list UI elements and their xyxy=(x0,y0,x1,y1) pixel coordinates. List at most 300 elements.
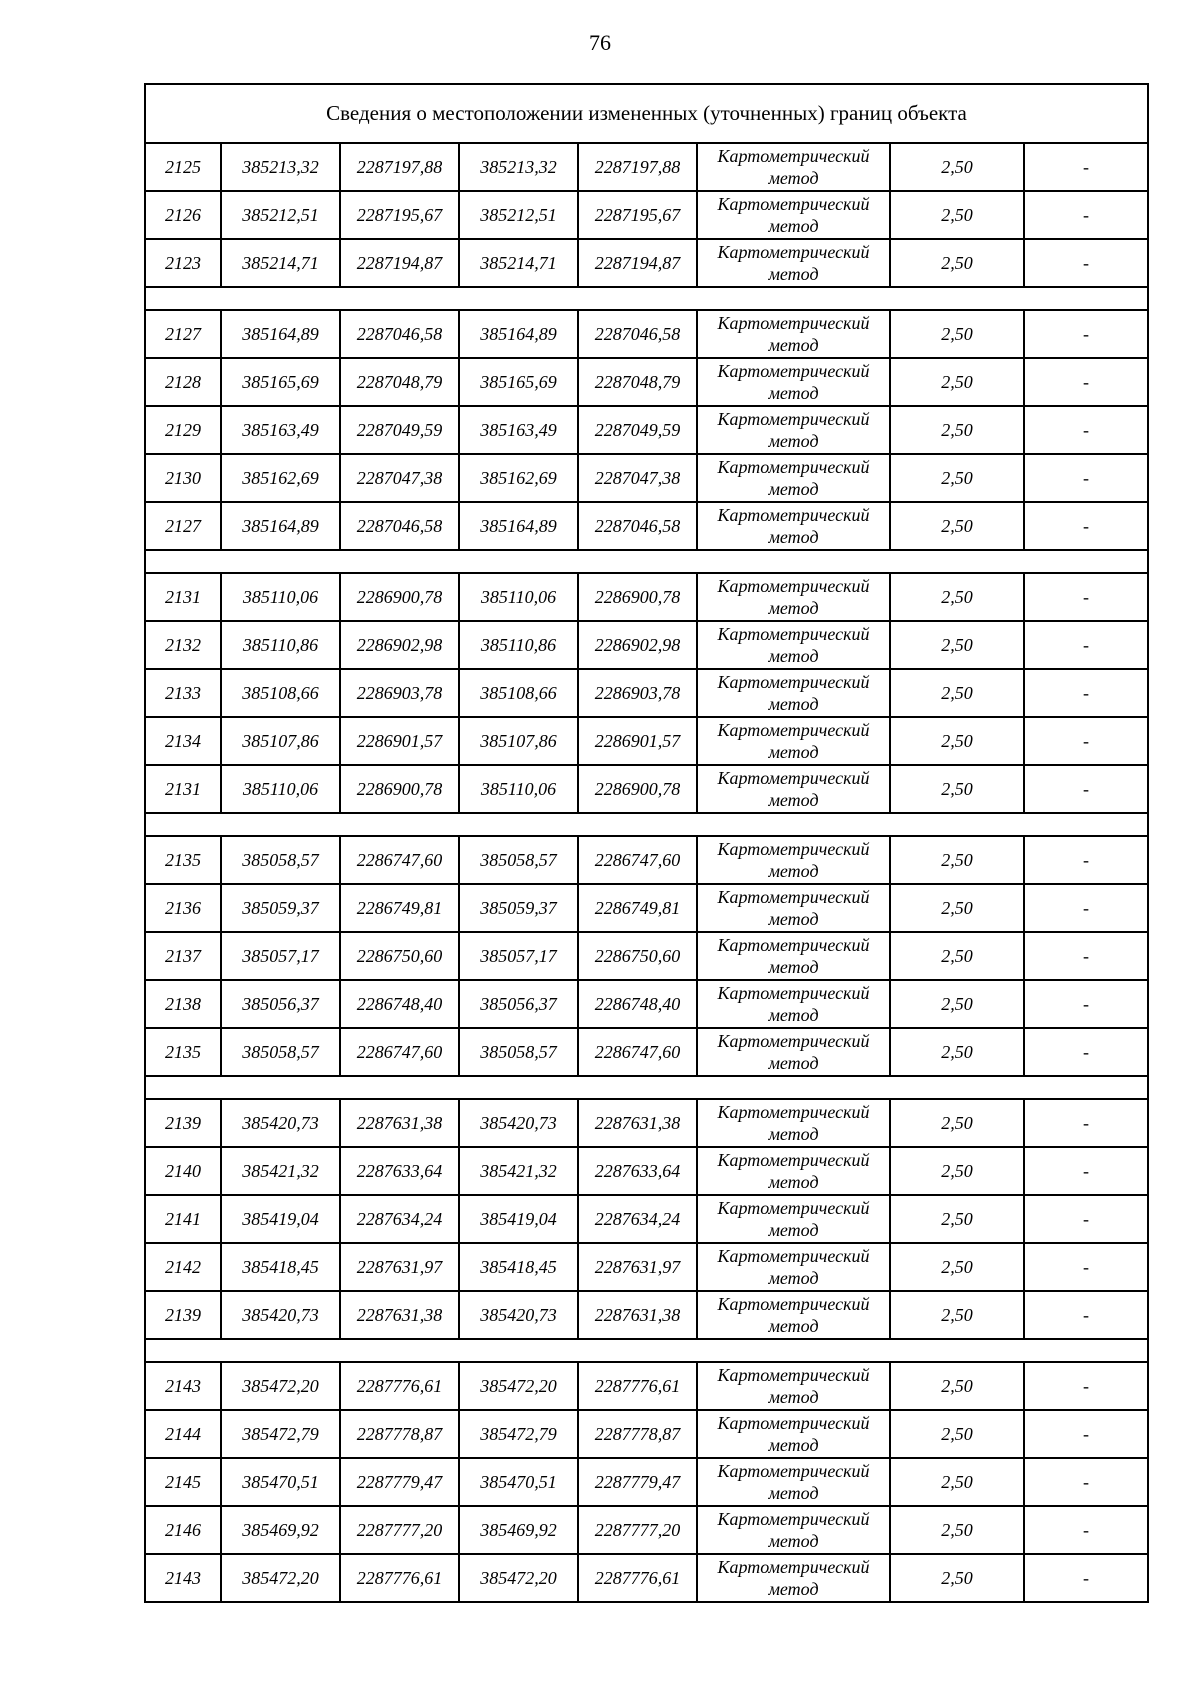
accuracy-cell: 2,50 xyxy=(890,1554,1024,1602)
y-new-cell: 2286901,57 xyxy=(578,717,697,765)
x-old-cell: 385107,86 xyxy=(221,717,340,765)
point-number-cell: 2133 xyxy=(145,669,221,717)
note-cell: - xyxy=(1024,239,1148,287)
y-new-cell: 2286900,78 xyxy=(578,573,697,621)
method-cell xyxy=(697,717,890,765)
y-old-cell: 2286902,98 xyxy=(340,621,459,669)
x-new-cell: 385472,20 xyxy=(459,1362,578,1410)
method-cell xyxy=(697,1099,890,1147)
accuracy-cell: 2,50 xyxy=(890,1243,1024,1291)
table-row xyxy=(145,573,1148,621)
group-separator-row xyxy=(145,1339,1148,1362)
x-old-cell: 385110,86 xyxy=(221,621,340,669)
table-row xyxy=(145,932,1148,980)
method-line-1: Картометрический xyxy=(717,1461,870,1481)
y-old-cell: 2286901,57 xyxy=(340,717,459,765)
point-number-cell: 2126 xyxy=(145,191,221,239)
point-number-cell: 2131 xyxy=(145,573,221,621)
x-old-cell: 385472,20 xyxy=(221,1362,340,1410)
method-line-1: Картометрический xyxy=(717,768,870,788)
page-number: 76 xyxy=(589,30,611,55)
point-number-cell: 2145 xyxy=(145,1458,221,1506)
method-cell xyxy=(697,406,890,454)
point-number-cell: 2140 xyxy=(145,1147,221,1195)
table-row xyxy=(145,980,1148,1028)
method-cell xyxy=(697,143,890,191)
method-cell xyxy=(697,932,890,980)
method-line-1: Картометрический xyxy=(717,194,870,214)
table-row xyxy=(145,1243,1148,1291)
method-cell xyxy=(697,1554,890,1602)
method-line-2: метод xyxy=(768,909,819,929)
method-line-1: Картометрический xyxy=(717,839,870,859)
x-old-cell: 385164,89 xyxy=(221,310,340,358)
y-old-cell: 2287631,38 xyxy=(340,1291,459,1339)
point-number-cell: 2146 xyxy=(145,1506,221,1554)
y-new-cell: 2287778,87 xyxy=(578,1410,697,1458)
method-line-2: метод xyxy=(768,168,819,188)
point-number-cell: 2136 xyxy=(145,884,221,932)
table-title-row xyxy=(145,84,1148,143)
method-cell xyxy=(697,1362,890,1410)
table-row xyxy=(145,454,1148,502)
note-cell: - xyxy=(1024,1362,1148,1410)
x-new-cell: 385059,37 xyxy=(459,884,578,932)
point-number-cell: 2142 xyxy=(145,1243,221,1291)
accuracy-cell: 2,50 xyxy=(890,1099,1024,1147)
note-cell: - xyxy=(1024,143,1148,191)
method-line-2: метод xyxy=(768,790,819,810)
y-new-cell: 2286747,60 xyxy=(578,836,697,884)
x-old-cell: 385212,51 xyxy=(221,191,340,239)
point-number-cell: 2135 xyxy=(145,836,221,884)
point-number-cell: 2143 xyxy=(145,1554,221,1602)
method-cell xyxy=(697,310,890,358)
method-line-1: Картометрический xyxy=(717,313,870,333)
table-row xyxy=(145,358,1148,406)
x-new-cell: 385107,86 xyxy=(459,717,578,765)
method-cell xyxy=(697,1195,890,1243)
y-new-cell: 2286747,60 xyxy=(578,1028,697,1076)
note-cell: - xyxy=(1024,932,1148,980)
x-old-cell: 385420,73 xyxy=(221,1099,340,1147)
note-cell: - xyxy=(1024,191,1148,239)
note-cell: - xyxy=(1024,1243,1148,1291)
x-new-cell: 385162,69 xyxy=(459,454,578,502)
x-new-cell: 385110,86 xyxy=(459,621,578,669)
accuracy-cell: 2,50 xyxy=(890,191,1024,239)
method-line-1: Картометрический xyxy=(717,457,870,477)
y-new-cell: 2286748,40 xyxy=(578,980,697,1028)
y-new-cell: 2287049,59 xyxy=(578,406,697,454)
y-old-cell: 2287047,38 xyxy=(340,454,459,502)
y-new-cell: 2286750,60 xyxy=(578,932,697,980)
y-new-cell: 2287634,24 xyxy=(578,1195,697,1243)
method-line-1: Картометрический xyxy=(717,935,870,955)
accuracy-cell: 2,50 xyxy=(890,1028,1024,1076)
y-old-cell: 2286900,78 xyxy=(340,573,459,621)
x-old-cell: 385419,04 xyxy=(221,1195,340,1243)
method-line-1: Картометрический xyxy=(717,242,870,262)
y-new-cell: 2287776,61 xyxy=(578,1362,697,1410)
method-line-2: метод xyxy=(768,527,819,547)
method-line-2: метод xyxy=(768,1579,819,1599)
point-number-cell: 2123 xyxy=(145,239,221,287)
table-row xyxy=(145,1410,1148,1458)
y-new-cell: 2287046,58 xyxy=(578,502,697,550)
table-row xyxy=(145,1362,1148,1410)
x-new-cell: 385472,20 xyxy=(459,1554,578,1602)
table-row xyxy=(145,1028,1148,1076)
table-row xyxy=(145,884,1148,932)
x-new-cell: 385212,51 xyxy=(459,191,578,239)
x-new-cell: 385469,92 xyxy=(459,1506,578,1554)
method-line-1: Картометрический xyxy=(717,1102,870,1122)
accuracy-cell: 2,50 xyxy=(890,980,1024,1028)
x-old-cell: 385110,06 xyxy=(221,573,340,621)
table-row xyxy=(145,1506,1148,1554)
method-line-1: Картометрический xyxy=(717,146,870,166)
x-new-cell: 385058,57 xyxy=(459,836,578,884)
method-line-2: метод xyxy=(768,1483,819,1503)
y-old-cell: 2287776,61 xyxy=(340,1554,459,1602)
method-cell xyxy=(697,980,890,1028)
y-new-cell: 2286903,78 xyxy=(578,669,697,717)
x-new-cell: 385421,32 xyxy=(459,1147,578,1195)
accuracy-cell: 2,50 xyxy=(890,454,1024,502)
method-line-1: Картометрический xyxy=(717,1150,870,1170)
table-row xyxy=(145,1458,1148,1506)
method-cell xyxy=(697,1243,890,1291)
point-number-cell: 2135 xyxy=(145,1028,221,1076)
table-row xyxy=(145,1099,1148,1147)
y-new-cell: 2287633,64 xyxy=(578,1147,697,1195)
method-cell xyxy=(697,884,890,932)
y-new-cell: 2287194,87 xyxy=(578,239,697,287)
point-number-cell: 2128 xyxy=(145,358,221,406)
x-old-cell: 385164,89 xyxy=(221,502,340,550)
method-cell xyxy=(697,1506,890,1554)
x-new-cell: 385164,89 xyxy=(459,310,578,358)
method-cell xyxy=(697,1147,890,1195)
x-old-cell: 385058,57 xyxy=(221,836,340,884)
method-line-1: Картометрический xyxy=(717,1246,870,1266)
note-cell: - xyxy=(1024,1147,1148,1195)
accuracy-cell: 2,50 xyxy=(890,310,1024,358)
method-line-2: метод xyxy=(768,216,819,236)
point-number-cell: 2129 xyxy=(145,406,221,454)
note-cell: - xyxy=(1024,573,1148,621)
x-old-cell: 385470,51 xyxy=(221,1458,340,1506)
method-cell xyxy=(697,621,890,669)
y-old-cell: 2287197,88 xyxy=(340,143,459,191)
method-line-2: метод xyxy=(768,1268,819,1288)
accuracy-cell: 2,50 xyxy=(890,502,1024,550)
y-old-cell: 2286748,40 xyxy=(340,980,459,1028)
method-cell xyxy=(697,836,890,884)
method-line-1: Картометрический xyxy=(717,361,870,381)
y-old-cell: 2287634,24 xyxy=(340,1195,459,1243)
accuracy-cell: 2,50 xyxy=(890,1410,1024,1458)
note-cell: - xyxy=(1024,1506,1148,1554)
point-number-cell: 2138 xyxy=(145,980,221,1028)
note-cell: - xyxy=(1024,502,1148,550)
y-old-cell: 2286749,81 xyxy=(340,884,459,932)
table-row xyxy=(145,406,1148,454)
note-cell: - xyxy=(1024,1410,1148,1458)
method-line-1: Картометрический xyxy=(717,672,870,692)
table-row xyxy=(145,836,1148,884)
method-line-1: Картометрический xyxy=(717,983,870,1003)
method-cell xyxy=(697,669,890,717)
note-cell: - xyxy=(1024,1099,1148,1147)
accuracy-cell: 2,50 xyxy=(890,932,1024,980)
group-separator-row xyxy=(145,550,1148,573)
accuracy-cell: 2,50 xyxy=(890,1147,1024,1195)
method-line-2: метод xyxy=(768,1387,819,1407)
x-new-cell: 385418,45 xyxy=(459,1243,578,1291)
point-number-cell: 2125 xyxy=(145,143,221,191)
x-new-cell: 385058,57 xyxy=(459,1028,578,1076)
y-new-cell: 2287777,20 xyxy=(578,1506,697,1554)
table-row xyxy=(145,1195,1148,1243)
y-new-cell: 2287631,38 xyxy=(578,1291,697,1339)
accuracy-cell: 2,50 xyxy=(890,406,1024,454)
group-separator-cell xyxy=(145,287,1148,310)
y-new-cell: 2287048,79 xyxy=(578,358,697,406)
y-old-cell: 2287631,38 xyxy=(340,1099,459,1147)
x-new-cell: 385108,66 xyxy=(459,669,578,717)
group-separator-row xyxy=(145,287,1148,310)
x-new-cell: 385420,73 xyxy=(459,1291,578,1339)
note-cell: - xyxy=(1024,1554,1148,1602)
table-row xyxy=(145,621,1148,669)
y-old-cell: 2287778,87 xyxy=(340,1410,459,1458)
point-number-cell: 2139 xyxy=(145,1099,221,1147)
x-old-cell: 385110,06 xyxy=(221,765,340,813)
y-old-cell: 2287633,64 xyxy=(340,1147,459,1195)
method-line-1: Картометрический xyxy=(717,887,870,907)
x-old-cell: 385058,57 xyxy=(221,1028,340,1076)
accuracy-cell: 2,50 xyxy=(890,765,1024,813)
y-new-cell: 2286900,78 xyxy=(578,765,697,813)
y-old-cell: 2286903,78 xyxy=(340,669,459,717)
method-line-2: метод xyxy=(768,431,819,451)
y-old-cell: 2286747,60 xyxy=(340,836,459,884)
table-row xyxy=(145,191,1148,239)
x-new-cell: 385110,06 xyxy=(459,573,578,621)
accuracy-cell: 2,50 xyxy=(890,358,1024,406)
table-row xyxy=(145,1147,1148,1195)
accuracy-cell: 2,50 xyxy=(890,1291,1024,1339)
group-separator-cell xyxy=(145,813,1148,836)
method-line-1: Картометрический xyxy=(717,624,870,644)
x-new-cell: 385470,51 xyxy=(459,1458,578,1506)
y-old-cell: 2286747,60 xyxy=(340,1028,459,1076)
y-old-cell: 2287776,61 xyxy=(340,1362,459,1410)
note-cell: - xyxy=(1024,310,1148,358)
method-cell xyxy=(697,1028,890,1076)
accuracy-cell: 2,50 xyxy=(890,573,1024,621)
note-cell: - xyxy=(1024,980,1148,1028)
x-old-cell: 385421,32 xyxy=(221,1147,340,1195)
method-line-2: метод xyxy=(768,1316,819,1336)
point-number-cell: 2132 xyxy=(145,621,221,669)
y-new-cell: 2287631,97 xyxy=(578,1243,697,1291)
method-line-2: метод xyxy=(768,861,819,881)
x-old-cell: 385162,69 xyxy=(221,454,340,502)
note-cell: - xyxy=(1024,884,1148,932)
x-new-cell: 385057,17 xyxy=(459,932,578,980)
x-old-cell: 385418,45 xyxy=(221,1243,340,1291)
x-old-cell: 385469,92 xyxy=(221,1506,340,1554)
method-cell xyxy=(697,765,890,813)
method-line-2: метод xyxy=(768,957,819,977)
note-cell: - xyxy=(1024,358,1148,406)
x-old-cell: 385163,49 xyxy=(221,406,340,454)
note-cell: - xyxy=(1024,669,1148,717)
method-line-2: метод xyxy=(768,1435,819,1455)
method-cell xyxy=(697,454,890,502)
x-new-cell: 385164,89 xyxy=(459,502,578,550)
note-cell: - xyxy=(1024,1458,1148,1506)
accuracy-cell: 2,50 xyxy=(890,1362,1024,1410)
x-old-cell: 385056,37 xyxy=(221,980,340,1028)
table-row xyxy=(145,717,1148,765)
y-new-cell: 2287779,47 xyxy=(578,1458,697,1506)
x-old-cell: 385108,66 xyxy=(221,669,340,717)
group-separator-cell xyxy=(145,1076,1148,1099)
note-cell: - xyxy=(1024,1195,1148,1243)
point-number-cell: 2141 xyxy=(145,1195,221,1243)
accuracy-cell: 2,50 xyxy=(890,1195,1024,1243)
method-line-2: метод xyxy=(768,479,819,499)
accuracy-cell: 2,50 xyxy=(890,1458,1024,1506)
method-line-1: Картометрический xyxy=(717,1365,870,1385)
group-separator-cell xyxy=(145,1339,1148,1362)
note-cell: - xyxy=(1024,406,1148,454)
group-separator-row xyxy=(145,1076,1148,1099)
accuracy-cell: 2,50 xyxy=(890,836,1024,884)
method-line-2: метод xyxy=(768,1005,819,1025)
y-old-cell: 2286750,60 xyxy=(340,932,459,980)
method-line-2: метод xyxy=(768,1053,819,1073)
method-line-1: Картометрический xyxy=(717,1413,870,1433)
x-new-cell: 385056,37 xyxy=(459,980,578,1028)
method-line-2: метод xyxy=(768,1172,819,1192)
table-row xyxy=(145,239,1148,287)
table-row xyxy=(145,1554,1148,1602)
x-old-cell: 385165,69 xyxy=(221,358,340,406)
method-line-2: метод xyxy=(768,694,819,714)
method-line-1: Картометрический xyxy=(717,1294,870,1314)
group-separator-row xyxy=(145,813,1148,836)
accuracy-cell: 2,50 xyxy=(890,669,1024,717)
y-old-cell: 2287049,59 xyxy=(340,406,459,454)
method-line-2: метод xyxy=(768,335,819,355)
method-cell xyxy=(697,1291,890,1339)
method-line-2: метод xyxy=(768,742,819,762)
method-line-2: метод xyxy=(768,1124,819,1144)
table-row xyxy=(145,765,1148,813)
point-number-cell: 2127 xyxy=(145,502,221,550)
boundary-coordinates-table xyxy=(144,83,1149,1603)
y-old-cell: 2287046,58 xyxy=(340,310,459,358)
y-new-cell: 2287047,38 xyxy=(578,454,697,502)
method-line-1: Картометрический xyxy=(717,1198,870,1218)
method-line-1: Картометрический xyxy=(717,720,870,740)
x-old-cell: 385213,32 xyxy=(221,143,340,191)
method-line-1: Картометрический xyxy=(717,1509,870,1529)
point-number-cell: 2137 xyxy=(145,932,221,980)
x-new-cell: 385213,32 xyxy=(459,143,578,191)
point-number-cell: 2139 xyxy=(145,1291,221,1339)
accuracy-cell: 2,50 xyxy=(890,143,1024,191)
x-old-cell: 385420,73 xyxy=(221,1291,340,1339)
table-row xyxy=(145,1291,1148,1339)
method-line-1: Картометрический xyxy=(717,1031,870,1051)
method-cell xyxy=(697,239,890,287)
method-line-1: Картометрический xyxy=(717,1557,870,1577)
y-old-cell: 2287631,97 xyxy=(340,1243,459,1291)
method-line-1: Картометрический xyxy=(717,576,870,596)
table-title: Сведения о местоположении измененных (уточненных) границ объекта xyxy=(145,84,1148,143)
method-line-1: Картометрический xyxy=(717,505,870,525)
note-cell: - xyxy=(1024,454,1148,502)
x-old-cell: 385057,17 xyxy=(221,932,340,980)
y-new-cell: 2287046,58 xyxy=(578,310,697,358)
method-line-2: метод xyxy=(768,598,819,618)
x-old-cell: 385472,20 xyxy=(221,1554,340,1602)
y-new-cell: 2286749,81 xyxy=(578,884,697,932)
method-line-2: метод xyxy=(768,383,819,403)
y-old-cell: 2287779,47 xyxy=(340,1458,459,1506)
point-number-cell: 2134 xyxy=(145,717,221,765)
point-number-cell: 2131 xyxy=(145,765,221,813)
note-cell: - xyxy=(1024,621,1148,669)
method-cell xyxy=(697,191,890,239)
y-old-cell: 2287048,79 xyxy=(340,358,459,406)
y-old-cell: 2286900,78 xyxy=(340,765,459,813)
group-separator-cell xyxy=(145,550,1148,573)
x-new-cell: 385419,04 xyxy=(459,1195,578,1243)
method-cell xyxy=(697,1458,890,1506)
y-new-cell: 2287631,38 xyxy=(578,1099,697,1147)
accuracy-cell: 2,50 xyxy=(890,239,1024,287)
table-row xyxy=(145,310,1148,358)
y-old-cell: 2287194,87 xyxy=(340,239,459,287)
method-cell xyxy=(697,358,890,406)
note-cell: - xyxy=(1024,836,1148,884)
x-old-cell: 385059,37 xyxy=(221,884,340,932)
y-new-cell: 2286902,98 xyxy=(578,621,697,669)
method-line-2: метод xyxy=(768,1220,819,1240)
x-new-cell: 385163,49 xyxy=(459,406,578,454)
accuracy-cell: 2,50 xyxy=(890,884,1024,932)
y-new-cell: 2287197,88 xyxy=(578,143,697,191)
method-line-2: метод xyxy=(768,646,819,666)
method-cell xyxy=(697,502,890,550)
note-cell: - xyxy=(1024,1028,1148,1076)
x-new-cell: 385472,79 xyxy=(459,1410,578,1458)
method-line-2: метод xyxy=(768,264,819,284)
note-cell: - xyxy=(1024,1291,1148,1339)
method-line-1: Картометрический xyxy=(717,409,870,429)
y-old-cell: 2287195,67 xyxy=(340,191,459,239)
point-number-cell: 2130 xyxy=(145,454,221,502)
y-old-cell: 2287046,58 xyxy=(340,502,459,550)
accuracy-cell: 2,50 xyxy=(890,1506,1024,1554)
